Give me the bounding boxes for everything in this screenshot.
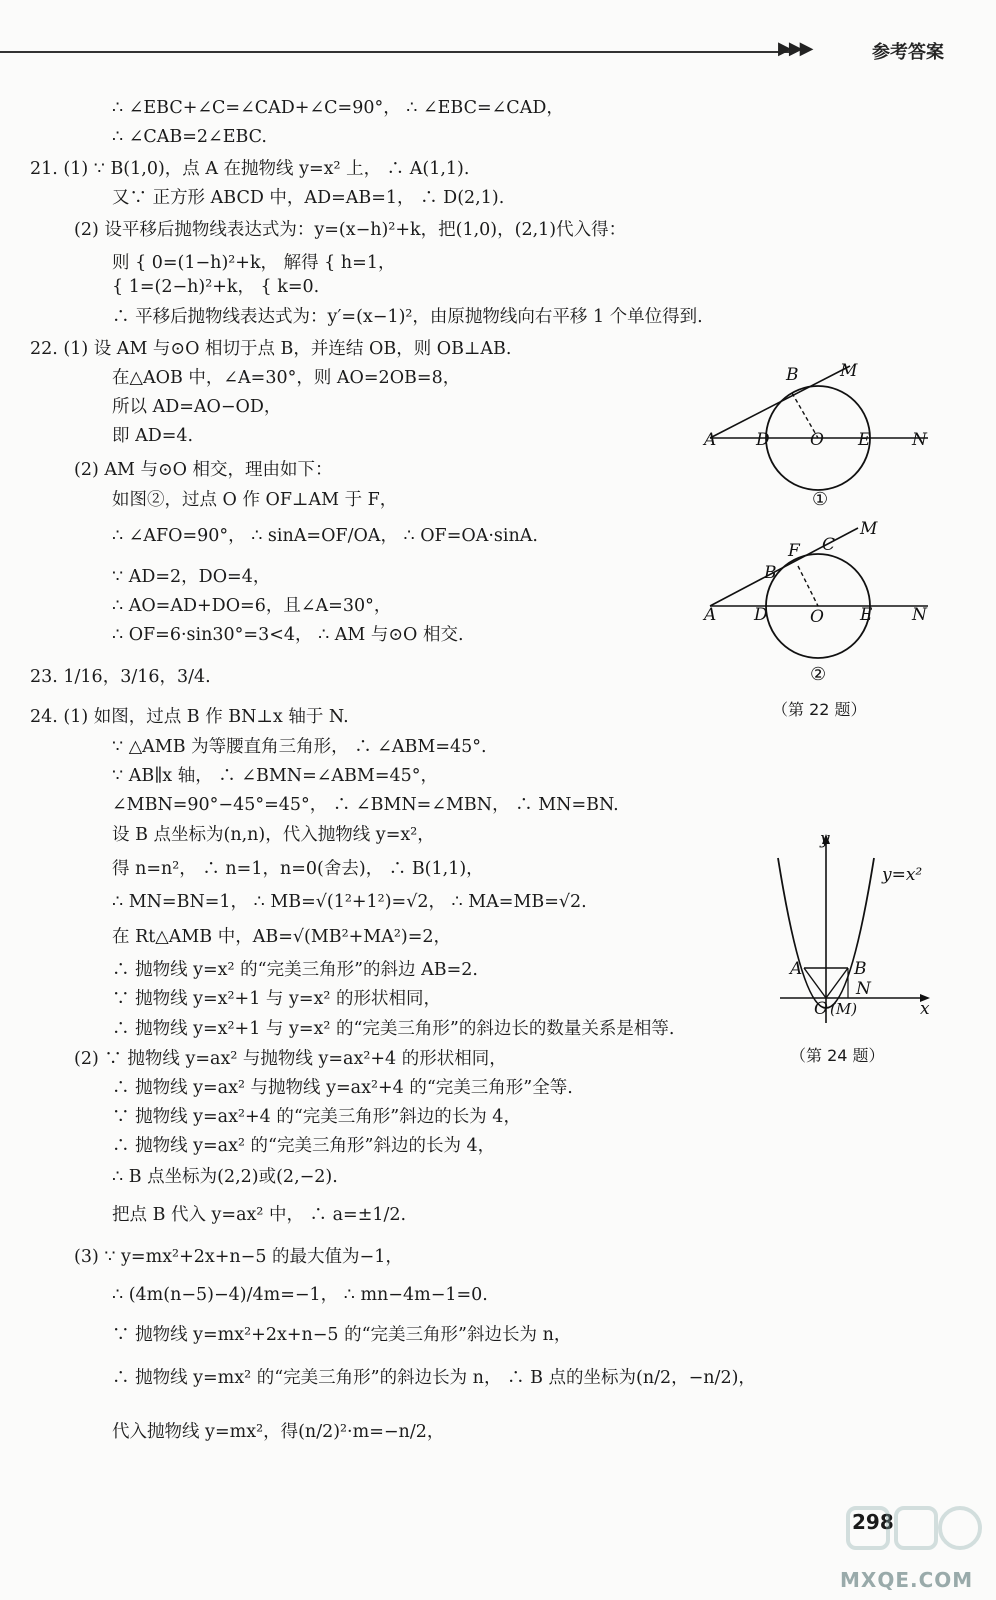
figure-22-2	[700, 520, 940, 690]
answer-line: ∴ ∠CAB=2∠EBC.	[112, 127, 267, 147]
answer-line: ∵ 抛物线 y=x²+1 与 y=x² 的形状相同，	[112, 989, 441, 1009]
answer-line: ∵ △AMB 为等腰直角三角形， ∴ ∠ABM=45°.	[112, 737, 487, 757]
answer-line: 21. (1) ∵ B(1,0)，点 A 在抛物线 y=x² 上， ∴ A(1,1).	[30, 159, 470, 179]
answer-line: { 1=(2−h)²+k， { k=0.	[112, 277, 320, 297]
svg-text:E: E	[860, 605, 873, 625]
answer-line: 即 AD=4.	[112, 426, 194, 446]
figure-22-1	[700, 360, 940, 510]
svg-text:(M): (M)	[830, 1000, 858, 1018]
svg-text:B: B	[854, 959, 867, 979]
svg-text:A: A	[704, 605, 717, 625]
answer-line: (3) ∵ y=mx²+2x+n−5 的最大值为−1，	[74, 1247, 403, 1267]
answer-line: ∴ 抛物线 y=x²+1 与 y=x² 的“完美三角形”的斜边长的数量关系是相等.	[112, 1019, 675, 1039]
svg-text:D: D	[756, 430, 770, 450]
answer-line: 得 n=n²， ∴ n=1，n=0(舍去)， ∴ B(1,1)，	[112, 859, 484, 879]
answer-line: ∵ AB∥x 轴， ∴ ∠BMN=∠ABM=45°，	[112, 766, 439, 786]
answer-line: ∵ 抛物线 y=ax²+4 的“完美三角形”斜边的长为 4，	[112, 1107, 521, 1127]
answer-line: 所以 AD=AO−OD，	[112, 397, 282, 417]
svg-text:y: y	[820, 829, 830, 849]
page-header-title: 参考答案	[872, 42, 944, 63]
answer-line: 23. 1/16，3/16，3/4.	[30, 667, 211, 687]
answer-line: 在△AOB 中，∠A=30°，则 AO=2OB=8，	[112, 368, 461, 388]
answer-line: 22. (1) 设 AM 与⊙O 相切于点 B，并连结 OB，则 OB⊥AB.	[30, 339, 512, 359]
answer-line: 24. (1) 如图，过点 B 作 BN⊥x 轴于 N.	[30, 707, 349, 727]
answer-line: ∵ 抛物线 y=mx²+2x+n−5 的“完美三角形”斜边长为 n，	[112, 1325, 572, 1345]
figure-1-label: ①	[812, 489, 829, 510]
answer-line: 在 Rt△AMB 中，AB=√(MB²+MA²)=2，	[112, 927, 452, 947]
figure-2-label: ②	[810, 664, 827, 685]
answer-line: (2) 设平移后抛物线表达式为：y=(x−h)²+k，把(1,0)，(2,1)代入得：	[74, 220, 627, 240]
svg-text:O: O	[810, 607, 824, 627]
svg-text:A: A	[704, 430, 717, 450]
svg-text:C: C	[822, 535, 836, 555]
svg-text:x: x	[920, 999, 930, 1019]
svg-text:B: B	[764, 563, 777, 583]
header-arrows-icon: ▶▶▶	[778, 38, 811, 59]
answer-line: ∴ (4m(n−5)−4)/4m=−1， ∴ mn−4m−1=0.	[112, 1285, 488, 1305]
svg-text:N: N	[912, 430, 927, 450]
answer-line: ∴ ∠EBC+∠C=∠CAD+∠C=90°， ∴ ∠EBC=∠CAD，	[112, 98, 564, 118]
svg-text:M: M	[860, 520, 878, 539]
answer-line: ∴ OF=6·sin30°=3<4， ∴ AM 与⊙O 相交.	[112, 625, 464, 645]
watermark-text: MXQE.COM	[840, 1568, 974, 1592]
answer-line: ∴ 抛物线 y=ax² 的“完美三角形”斜边的长为 4，	[112, 1136, 496, 1156]
answer-line: ∴ ∠AFO=90°， ∴ sinA=OF/OA， ∴ OF=OA·sinA.	[112, 526, 538, 546]
answer-line: (2) ∵ 抛物线 y=ax² 与抛物线 y=ax²+4 的形状相同，	[74, 1049, 507, 1069]
answer-line: 代入抛物线 y=mx²，得(n/2)²·m=−n/2，	[112, 1422, 445, 1442]
svg-text:N: N	[912, 605, 927, 625]
figure-24-curve-label: y=x²	[882, 865, 923, 885]
answer-line: ∴ 抛物线 y=mx² 的“完美三角形”的斜边长为 n， ∴ B 点的坐标为(n/2，−n/2)，	[112, 1368, 756, 1388]
svg-text:A: A	[790, 959, 803, 979]
answer-line: ∴ B 点坐标为(2,2)或(2,−2).	[112, 1167, 338, 1187]
svg-text:O: O	[814, 999, 828, 1019]
answer-line: 如图②，过点 O 作 OF⊥AM 于 F，	[112, 490, 398, 510]
svg-text:E: E	[858, 430, 871, 450]
svg-text:N: N	[856, 979, 871, 999]
answer-line: ∴ MN=BN=1， ∴ MB=√(1²+1²)=√2， ∴ MA=MB=√2.	[112, 892, 587, 912]
answer-line: ∴ 抛物线 y=x² 的“完美三角形”的斜边 AB=2.	[112, 960, 478, 980]
figure-24	[770, 828, 940, 1028]
figure-22-caption: （第 22 题）	[772, 700, 867, 719]
figure-24-caption: （第 24 题）	[790, 1046, 885, 1065]
answer-line: ∵ AD=2，DO=4，	[112, 567, 271, 587]
answer-line: 则 { 0=(1−h)²+k， 解得 { h=1，	[112, 253, 396, 273]
answer-line: (2) AM 与⊙O 相交，理由如下：	[74, 460, 333, 480]
answer-line: ∴ 平移后抛物线表达式为：y′=(x−1)²，由原抛物线向右平移 1 个单位得到.	[112, 307, 703, 327]
answer-line: 又∵ 正方形 ABCD 中，AD=AB=1， ∴ D(2,1).	[112, 188, 505, 208]
answer-line: ∠MBN=90°−45°=45°， ∴ ∠BMN=∠MBN， ∴ MN=BN.	[112, 795, 619, 815]
answer-line: ∴ AO=AD+DO=6，且∠A=30°，	[112, 596, 392, 616]
svg-text:B: B	[786, 365, 799, 385]
page-number: 298	[852, 1510, 894, 1534]
answer-line: ∴ 抛物线 y=ax² 与抛物线 y=ax²+4 的“完美三角形”全等.	[112, 1078, 573, 1098]
svg-text:F: F	[788, 541, 800, 561]
svg-text:O: O	[810, 430, 824, 450]
svg-text:D: D	[754, 605, 768, 625]
svg-text:M: M	[840, 361, 858, 381]
answer-line: 设 B 点坐标为(n,n)，代入抛物线 y=x²，	[112, 825, 435, 845]
answer-line: 把点 B 代入 y=ax² 中， ∴ a=±1/2.	[112, 1205, 407, 1225]
header-rule	[0, 51, 790, 53]
